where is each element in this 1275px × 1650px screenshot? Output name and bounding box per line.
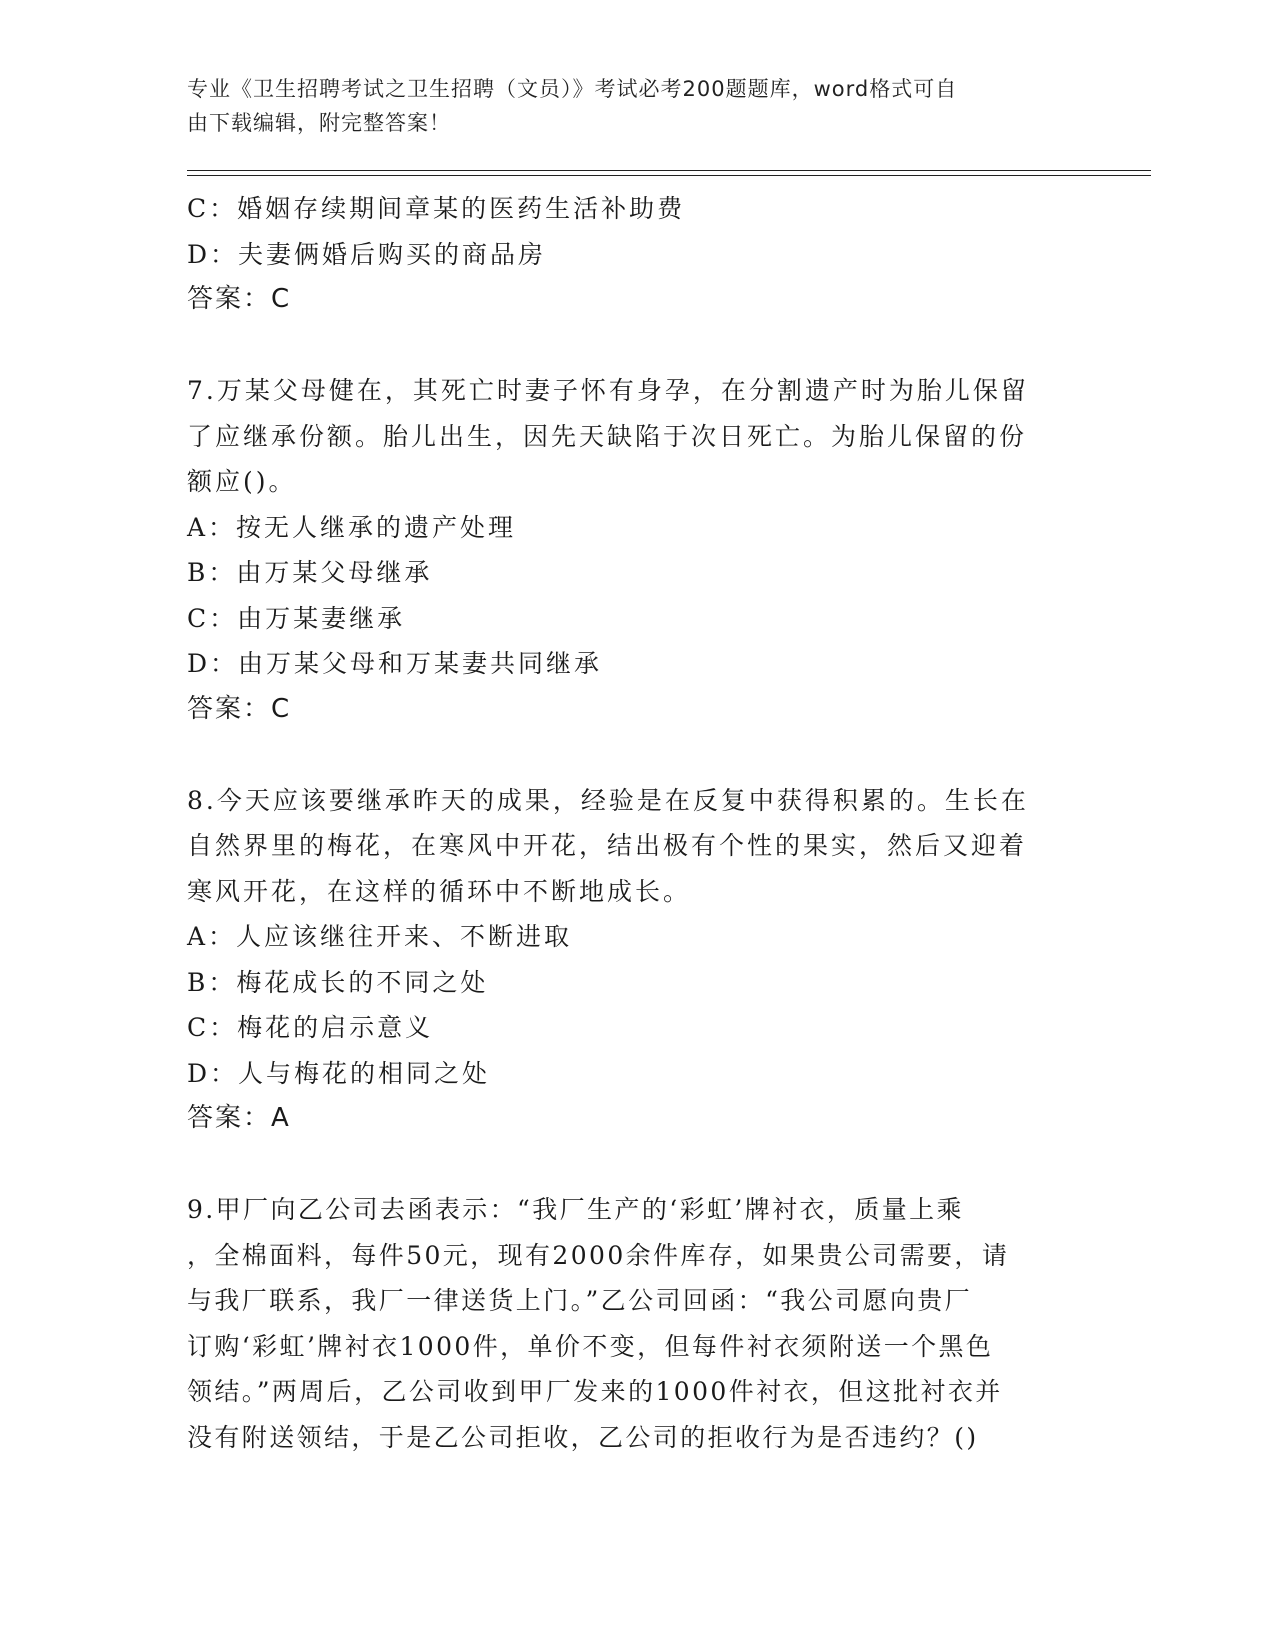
question-stem-line: 寒风开花，在这样的循环中不断地成长。: [187, 876, 692, 906]
answer-line: 答案：C: [187, 284, 292, 314]
question-stem-line: 9.甲厂向乙公司去函表示：“我厂生产的‘彩虹’牌衬衣，质量上乘: [187, 1195, 964, 1224]
question-block-9: [187, 1187, 1087, 1460]
option-c: C：由万某妻继承: [187, 603, 406, 633]
question-block-7: [187, 368, 1087, 732]
header-line-1: 专业《卫生招聘考试之卫生招聘（文员）》考试必考200题题库，word格式可自: [187, 77, 958, 101]
spacer: [187, 1142, 1087, 1188]
answer-line: 答案：A: [187, 1103, 291, 1133]
question-stem-line: 8.今天应该要继承昨天的成果，经验是在反复中获得积累的。生长在: [187, 785, 1029, 815]
question-stem-line: 了应继承份额。胎儿出生，因先天缺陷于次日死亡。为胎儿保留的份: [187, 421, 1028, 451]
option-c: C：梅花的启示意义: [187, 1013, 434, 1042]
question-stem-line: 额应()。: [187, 467, 297, 496]
question-stem-line: 领结。”两周后，乙公司收到甲厂发来的1000件衬衣，但这批衬衣并: [187, 1377, 1003, 1406]
spacer: [187, 323, 1087, 369]
question-stem-line: 与我厂联系，我厂一律送货上门。”乙公司回函：“我公司愿向贵厂: [187, 1286, 973, 1315]
prev-question-block: [187, 186, 1087, 323]
option-d: D：人与梅花的相同之处: [187, 1058, 491, 1088]
answer-line: 答案：C: [187, 693, 292, 724]
question-block-8: [187, 778, 1087, 1142]
header-line-2: 由下载编辑，附完整答案！: [187, 111, 451, 135]
header-rule-top: [187, 170, 1151, 171]
option-d: D：夫妻俩婚后购买的商品房: [187, 239, 547, 269]
question-stem-line: 订购‘彩虹’牌衬衣1000件，单价不变，但每件衬衣须附送一个黑色: [187, 1331, 994, 1361]
option-a: A：按无人继承的遗产处理: [187, 512, 517, 542]
document-body: [187, 186, 1087, 1460]
question-stem-line: 没有附送领结，于是乙公司拒收，乙公司的拒收行为是否违约？(): [187, 1422, 979, 1452]
option-a: A：人应该继往开来、不断进取: [187, 922, 573, 951]
option-c: C：婚姻存续期间章某的医药生活补助费: [187, 194, 686, 223]
spacer: [187, 732, 1087, 778]
header-rule-bottom: [187, 175, 1151, 176]
option-d: D：由万某父母和万某妻共同继承: [187, 649, 603, 678]
option-b: B：由万某父母继承: [187, 558, 433, 587]
page-header: [187, 72, 1067, 140]
question-stem-line: 7.万某父母健在，其死亡时妻子怀有身孕，在分割遗产时为胎儿保留: [187, 376, 1029, 405]
option-b: B：梅花成长的不同之处: [187, 967, 489, 997]
question-stem-line: ，全棉面料，每件50元，现有2000余件库存，如果贵公司需要，请: [187, 1240, 1010, 1270]
question-stem-line: 自然界里的梅花，在寒风中开花，结出极有个性的果实，然后又迎着: [187, 831, 1028, 860]
